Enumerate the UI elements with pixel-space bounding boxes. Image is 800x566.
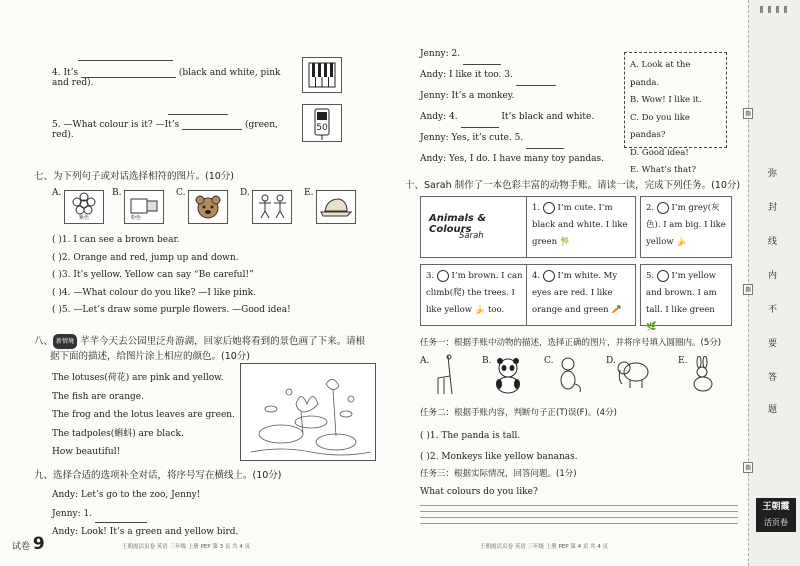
task-2-items (420, 426, 578, 468)
answer-line (168, 114, 228, 115)
seal-line-char: 答 (768, 373, 778, 383)
section-7-title: 七、为下列句子或对话选择相符的图片。(10分) (34, 171, 235, 182)
list-item[interactable]: ( )2. Monkeys like yellow bananas. (420, 452, 578, 462)
answer-blank[interactable] (95, 513, 147, 523)
journal-title: Animals & Colours (429, 213, 487, 235)
q5: 5. —What colour is it? —It’s (green, red). (52, 120, 278, 140)
answer-line[interactable] (420, 517, 738, 518)
traffic-light-picture (302, 104, 342, 142)
description-line: The fish are orange. (52, 391, 144, 402)
description-line: The tadpoles(蝌蚪) are black. (52, 428, 184, 439)
dialog-line: Jenny: 1. (52, 505, 238, 524)
description-line: The lotuses(荷花) are pink and yellow. (52, 373, 224, 383)
list-item[interactable]: ( )5. —Let’s draw some purple flowers. —Good idea! (52, 305, 291, 315)
left-footer: 试卷 9 王朝霞活页卷 英语 三年级 上册 PEP 第 3 页 共 4 页 (12, 534, 251, 554)
section-8-descriptions (52, 369, 235, 462)
banana-icon: 🍌 (676, 237, 687, 247)
option-item: C. Do you like pandas? (630, 112, 690, 140)
section-10-title: 十、Sarah 制作了一本色彩丰富的动物手账。请读一读，完成下列任务。(10分) (405, 180, 741, 191)
section-8-title: 八、 新情境 芊芊今天去公园里泛舟游湖，回家后她将看到的景色画了下来。请根 据下面的描述，给图片涂上相应的颜色。(10分) (34, 336, 366, 362)
leaves-icon: 🌿 (646, 322, 657, 332)
description-line: How beautiful! (52, 447, 121, 457)
answer-circle[interactable] (657, 270, 669, 282)
journal-card-4: 4. I’m white. My eyes are red. I like orange and green 🥕 (526, 264, 636, 326)
answer-blank[interactable] (81, 68, 176, 78)
seal-line-char: 弥 (768, 169, 778, 179)
dialog-line: Jenny: It’s a monkey. (420, 91, 515, 101)
monkey-icon (554, 356, 584, 394)
answer-blank[interactable] (526, 139, 564, 149)
bear-picture (188, 190, 228, 224)
journal-card-2: 2. I’m grey(灰色). I am big. I like yellow 🍌 (640, 196, 732, 258)
answer-blank[interactable] (182, 120, 242, 130)
answer-circle[interactable] (543, 202, 555, 214)
banana-icon: 🍌 (474, 305, 486, 315)
paint-bottle-picture: 粉色 (124, 190, 164, 224)
option-item: B. Wow! I like it. (630, 95, 702, 105)
option-item: A. Look at the panda. (630, 60, 691, 88)
answer-circle[interactable] (657, 202, 669, 214)
dialog-line: Andy: Look! It’s a green and yellow bird. (52, 527, 239, 537)
option-item: E. What’s that? (630, 165, 696, 175)
seal-line-char: 不 (768, 305, 778, 315)
journal-card-3: 3. I’m brown. I can climb(爬) the trees. I like yellow 🍌 too. (420, 264, 530, 326)
option-item: D. Good idea! (630, 147, 689, 158)
dialog-line: Andy: 4. It’s black and white. (420, 107, 620, 128)
dialog-line: Andy: Let’s go to the zoo, Jenny! (52, 490, 201, 500)
task-1-title: 任务一：根据手账中动物的描述，选择正确的图片，并将序号填入圆圈内。(5分) (420, 338, 722, 348)
answer-line (78, 60, 173, 61)
section-9-title: 九、选择合适的选项补全对话，将序号写在横线上。(10分) (34, 470, 282, 481)
tear-label: 撕 (743, 462, 753, 473)
section-7-pictures: A. 紫色 B. 粉色 C. D. E. (52, 186, 352, 226)
bamboo-icon: 🎋 (559, 237, 571, 247)
answer-blank[interactable] (516, 76, 556, 86)
seal-line-char: 内 (768, 271, 778, 281)
answer-line[interactable] (420, 511, 738, 512)
dialog-line: Jenny: Yes, it’s cute. 5. (420, 128, 620, 149)
seal-line-char: 要 (768, 339, 778, 349)
flower-picture: 紫色 (64, 190, 104, 224)
list-item[interactable]: ( )4. —What colour do you like? —I like pink. (52, 287, 256, 298)
tear-label: 撕 (743, 108, 753, 119)
journal-card-1: 1. I’m cute. I’m black and white. I like green 🎋 (526, 196, 636, 258)
list-item[interactable]: ( )1. The panda is tall. (420, 431, 521, 441)
answer-line[interactable] (420, 523, 738, 524)
tear-marks (760, 6, 790, 17)
answer-circle[interactable] (437, 270, 449, 282)
lotus-pond-coloring-picture[interactable] (240, 363, 376, 461)
journal-cover (420, 196, 530, 258)
page-number: 9 (32, 534, 45, 554)
right-footer: 王朝霞活页卷 英语 三年级 上册 PEP 第 4 页 共 4 页 (480, 544, 609, 550)
piano-keys-picture (302, 57, 342, 93)
vegetables-icon: 🥕 (611, 305, 622, 315)
dialog-line: Andy: Yes, I do. I have many toy pandas. (420, 154, 605, 164)
journal-author: Sarah (459, 231, 484, 241)
new-context-badge: 新情境 (53, 334, 77, 349)
giraffe-icon (430, 354, 458, 396)
task-1-pictures: A. B. C. D. E. (420, 354, 730, 398)
options-box (624, 52, 727, 175)
answer-blank[interactable] (461, 118, 499, 128)
tear-label: 撕 (743, 284, 753, 295)
section-7-items (52, 232, 291, 320)
description-line: The frog and the lotus leaves are green. (52, 410, 235, 420)
dialog-line: Andy: I like it too. 3. (420, 65, 620, 86)
panda-icon (492, 356, 524, 394)
q4: 4. It’s (black and white, pink and red). (52, 68, 281, 88)
cap-picture (316, 190, 356, 224)
dialog-line: Jenny: 2. (420, 44, 620, 65)
brand-logo: 王朝霞 活页卷 (756, 498, 796, 532)
seal-line-char: 封 (768, 203, 778, 213)
seal-line-char: 线 (768, 237, 778, 247)
task-3-title: 任务三：根据实际情况，回答问题。(1分) (420, 469, 577, 479)
answer-line[interactable] (420, 505, 738, 506)
task-3-question: What colours do you like? (420, 487, 538, 497)
elephant-icon (616, 356, 652, 392)
list-item[interactable]: ( )3. It’s yellow. Yellow can say “Be careful!” (52, 270, 254, 280)
dialog-continued (420, 44, 620, 170)
kids-jumping-picture (252, 190, 292, 224)
list-item[interactable]: ( )1. I can see a brown bear. (52, 235, 180, 245)
answer-blank[interactable] (463, 55, 501, 65)
list-item[interactable]: ( )2. Orange and red, jump up and down. (52, 252, 239, 263)
svg-text:50: 50 (316, 123, 328, 133)
answer-circle[interactable] (543, 270, 555, 282)
task-2-title: 任务二：根据手账内容，判断句子正(T)误(F)。(4分) (420, 408, 617, 418)
journal-card-5: 5. I’m yellow and brown. I am tall. I like green 🌿 (640, 264, 732, 326)
seal-line-char: 题 (768, 405, 778, 415)
binding-margin (748, 0, 800, 566)
rabbit-icon (688, 356, 718, 394)
